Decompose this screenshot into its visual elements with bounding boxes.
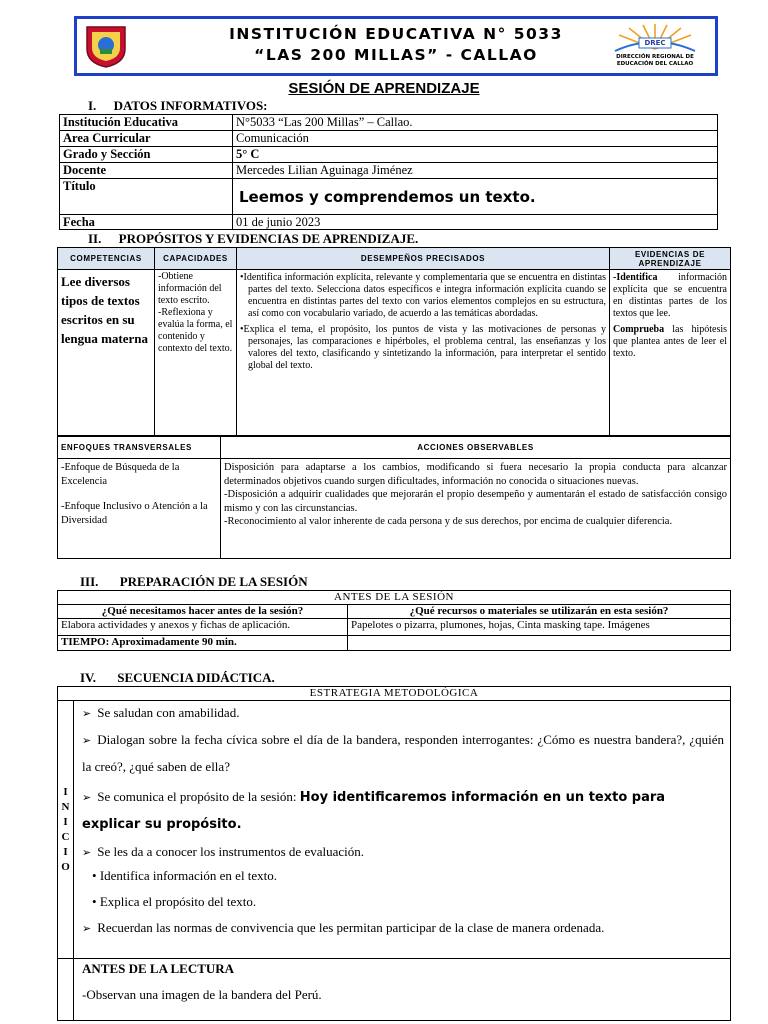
section-3-number: III. [80,574,99,589]
accion-item: -Disposición a adquirir cualidades que mejorarán el propio desempeño y aumentarán el estado de satisfacción consigo mismo y con las circunstancias. [224,489,727,514]
row-value: Mercedes Lilian Aguinaga Jiménez [233,163,718,179]
antes-sesion-title: ANTES DE LA SESIÓN [58,591,731,605]
inicio-item: ➢ Se saludan con amabilidad. [82,705,240,720]
header-acciones: ACCIONES OBSERVABLES [221,437,731,459]
desempeno-item: •Explica el tema, el propósito, los puntos de vista y las motivaciones de personas y personajes, las comparaciones e hipérboles, el problema central, las enseñanzas y los valores del texto, clasificando y sintetizando la información, para interpretar el sentido global del texto. [240,324,606,371]
drec-logo [599,23,711,71]
header-capacidades: CAPACIDADES [155,248,237,270]
row-label: Fecha [60,215,233,230]
strategy-header: ESTRATEGIA METODOLÓGICA [58,687,731,701]
answer-1: Elabora actividades y anexos y fichas de aplicación. [58,619,348,636]
eval-instrument: • Explica el propósito del texto. [92,894,257,909]
row-value: Comunicación [233,131,718,147]
accion-item: -Reconocimiento al valor inherente de cada persona y de sus derechos, por encima de cualquier diferencia. [224,516,673,527]
dot-bullet-icon: • [92,868,100,883]
arrow-bullet-icon: ➢ [82,846,92,859]
eval-instrument: • Identifica información en el texto. [92,868,278,883]
inicio-item: ➢ Se les da a conocer los instrumentos de evaluación. [82,844,364,859]
question-2: ¿Qué recursos o materiales se utilizarán en esta sesión? [348,605,731,619]
evidencia-item: -Identifica información explícita que se encuentra en distintas partes de los textos que lee. [613,272,727,319]
antes-lectura-title: ANTES DE LA LECTURA [82,961,235,976]
row-label: Area Curricular [60,131,233,147]
section-2-title: PROPÓSITOS Y EVIDENCIAS DE APRENDIZAJE. [118,231,419,246]
dot-bullet-icon: • [92,894,100,909]
row-value: 5° C [233,147,718,163]
inicio-item: ➢ Recuerdan las normas de convivencia que les permitan participar de la clase de manera ordenada. [82,920,605,935]
section-3-title: PREPARACIÓN DE LA SESIÓN [119,574,308,589]
row-label: Institución Educativa [60,115,233,131]
header-banner [74,16,718,76]
header-competencias: COMPETENCIAS [58,248,155,270]
antes-lectura-item: -Observan una imagen de la bandera del Perú. [82,987,322,1002]
document-title: SESIÓN DE APRENDIZAJE [288,80,480,97]
row-label: Grado y Sección [60,147,233,163]
arrow-bullet-icon: ➢ [82,734,92,747]
capacidad-item: -Reflexiona y evalúa la forma, el contenido y contexto del texto. [158,307,233,354]
section-1-number: I. [88,98,97,113]
evidencia-item: Comprueba las hipótesis que plantea antes de leer el texto. [613,324,728,359]
section-2-heading [88,231,418,247]
enfoques-table [57,436,731,559]
inicio-item: ➢ Dialogan sobre la fecha cívica sobre el día de la bandera, responden interrogantes: ¿Cómo es nuestra bandera?, ¿quién la creó?, ¿qué saben de ella? [82,732,724,774]
header-enfoques: ENFOQUES TRANSVERSALES [58,437,221,459]
secuencia-table [57,686,731,1021]
section-4-number: IV. [80,670,97,685]
drec-badge: DREC [644,39,666,47]
tiempo-text: TIEMPO: Aproximadamente 90 min. [58,636,348,651]
school-subtitle: “LAS 200 MILLAS” - CALLAO [254,46,538,64]
phase-label-empty [58,959,74,1021]
capacidad-item: -Obtiene información del texto escrito. [158,271,222,306]
section-1-title: DATOS INFORMATIVOS: [113,98,268,113]
session-title-value: Leemos y comprendemos un texto. [233,179,718,215]
row-label: Título [60,179,233,215]
section-2-number: II. [88,231,102,246]
competencia-text: Lee diversos tipos de textos escritos en su lengua materna [58,270,155,436]
inicio-item: ➢ Se comunica el propósito de la sesión: Hoy identificaremos información en un texto para explicar su propósito. [82,789,666,832]
section-1-heading [88,98,268,114]
preparacion-table [57,590,731,651]
datos-informativos-table [59,114,718,230]
question-1: ¿Qué necesitamos hacer antes de la sesión? [58,605,348,619]
school-name: INSTITUCIÓN EDUCATIVA N° 5033 [229,25,563,43]
purpose-statement: Hoy identificaremos información en un texto para explicar su propósito. [82,790,666,832]
section-3-heading [80,574,308,590]
accion-item: Disposición para adaptarse a los cambios, modificando si fuera necesario la propia conducta para alcanzar determinados objetivos cuando surgen dificultades, información no conocida o situaciones nuevas. [224,462,727,487]
enfoque-item: -Enfoque de Búsqueda de la Excelencia [61,462,180,487]
desempeno-item: •Identifica información explícita, relevante y complementaria que se encuentra en distintas partes del texto. Selecciona datos específicos e integra información explícita cuando se encuentra en distintas partes del texto con varios elementos complejos en su estructura, así como con vocabulario variado, de acuerdo a las temáticas abordadas. [240,272,606,319]
propositos-table [57,247,731,436]
row-label: Docente [60,163,233,179]
header-evidencias: EVIDENCIAS DE APRENDIZAJE [610,248,731,270]
drec-caption-2: EDUCACIÓN DEL CALLAO [616,61,694,67]
arrow-bullet-icon: ➢ [82,922,92,935]
drec-caption-1: DIRECCIÓN REGIONAL DE [616,54,694,60]
section-4-title: SECUENCIA DIDÁCTICA. [117,670,275,685]
answer-2: Papelotes o pizarra, plumones, hojas, Cinta masking tape. Imágenes [348,619,731,636]
row-value: 01 de junio 2023 [233,215,718,230]
row-value: N°5033 “Las 200 Millas” – Callao. [233,115,718,131]
header-desempenos: DESEMPEÑOS PRECISADOS [237,248,610,270]
empty-cell [348,636,731,651]
arrow-bullet-icon: ➢ [82,791,92,804]
section-4-heading [80,670,275,686]
phase-label-inicio: I N I C I O [58,701,74,959]
enfoque-item: -Enfoque Inclusivo o Atención a la Diversidad [61,501,208,526]
arrow-bullet-icon: ➢ [82,707,92,720]
